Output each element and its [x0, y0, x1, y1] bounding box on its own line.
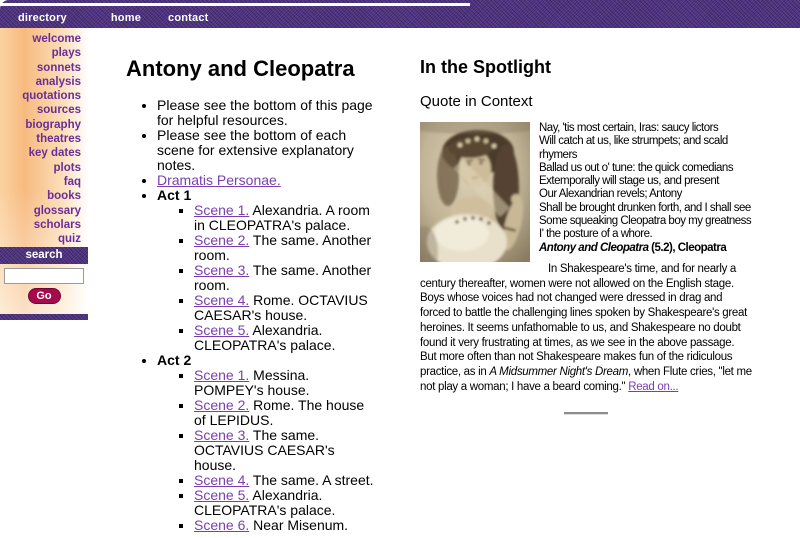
act-2-label: Act 2 [157, 352, 192, 368]
context-book-title: A Midsummer Night's Dream [489, 365, 629, 378]
scene-item [194, 203, 379, 233]
quote-line: rhymers [539, 148, 578, 161]
context-text-2: , when Flute cries, "let me not play a woman; I have a beard coming." [420, 365, 752, 393]
spotlight-divider [564, 412, 608, 415]
search-go-button[interactable]: Go [28, 288, 61, 304]
act-1-item [157, 188, 385, 353]
scene-desc: Rome. The house of LEPIDUS. [194, 397, 365, 428]
scene-desc: The same. Another room. [194, 232, 372, 263]
scene-link[interactable]: Scene 6. [194, 517, 250, 533]
sidebar-link[interactable]: key dates [28, 147, 81, 160]
sidebar-link[interactable]: quotations [22, 90, 81, 103]
context-paragraph [420, 262, 752, 394]
sidebar-link[interactable]: glossary [33, 204, 81, 217]
quote-line: Some squeaking Cleopatra boy my greatness [539, 215, 752, 228]
scene-item [194, 473, 379, 488]
quote-in-context-heading: Quote in Context [420, 93, 533, 110]
scene-desc: Alexandria. A room in CLEOPATRA's palace. [194, 202, 370, 233]
quote-line: I' the posture of a whore. [539, 228, 653, 241]
scene-desc: Messina. POMPEY's house. [194, 367, 310, 398]
context-text-1: In Shakespeare's time, and for nearly a century thereafter, women were not allowed on the English stage. Boys whose voices had not changed were dressed in drag and forced to battle the challenging lines spoken by Shakespeare's great heroines. It seems unfathomable to us, and Shakespeare no doubt found it very frustrating at times, as we see in the above passage. But more often than not Shakespeare makes fun of the ridiculous practice, as in [420, 263, 748, 378]
scene-desc: The same. A street. [249, 472, 374, 488]
scene-item [194, 428, 379, 473]
scene-desc: Rome. OCTAVIUS CAESAR's house. [194, 292, 368, 323]
sidebar-link[interactable]: plays [51, 47, 81, 60]
scene-link[interactable]: Scene 2. [194, 232, 250, 248]
sidebar-link[interactable]: biography [25, 118, 81, 131]
scene-item [194, 233, 379, 263]
page-title: Antony and Cleopatra [126, 56, 355, 81]
scene-link[interactable]: Scene 4. [194, 292, 250, 308]
quote-line: Our Alexandrian revels; Antony [539, 188, 682, 201]
note-item: • Please see the bottom of each scene for extensive explanatory notes. [157, 128, 385, 173]
sidebar-link[interactable]: analysis [35, 75, 81, 88]
scene-desc: The same. Another room. [194, 262, 372, 293]
scene-item [194, 518, 379, 533]
sidebar-link[interactable]: plots [53, 161, 81, 174]
act-1-label: Act 1 [157, 187, 192, 203]
act-2-item [157, 353, 385, 533]
sidebar-link[interactable]: sources [36, 104, 81, 117]
quote-line: Shall be brought drunken forth, and I shall see [539, 201, 751, 214]
main-content [126, 56, 385, 533]
spotlight-title: In the Spotlight [420, 57, 551, 77]
act-2-scene-list [157, 368, 385, 533]
read-on-link[interactable]: Read on... [628, 380, 679, 393]
scene-index-list [126, 98, 385, 533]
sidebar-nav [0, 28, 88, 246]
quote-line: Will catch at us, like strumpets; and scald [539, 135, 728, 148]
scene-link[interactable]: Scene 1. [194, 367, 250, 383]
spotlight-column [420, 56, 752, 415]
quote-attribution-title: Antony and Cleopatra [539, 241, 649, 254]
cleopatra-portrait-image [420, 122, 530, 262]
sidebar-link[interactable]: scholars [33, 218, 81, 231]
sidebar-link[interactable]: theatres [36, 133, 81, 146]
sidebar-link[interactable]: faq [63, 175, 81, 188]
scene-item [194, 293, 379, 323]
scene-link[interactable]: Scene 1. [194, 202, 250, 218]
scene-item [194, 368, 379, 398]
note-item: • Please see the bottom of this page for helpful resources. [157, 98, 385, 128]
sidebar-link[interactable]: books [47, 190, 81, 203]
scene-desc: Near Misenum. [249, 517, 349, 533]
scene-desc: Alexandria. CLEOPATRA's palace. [194, 487, 336, 518]
scene-link[interactable]: Scene 5. [194, 487, 250, 503]
scene-link[interactable]: Scene 3. [194, 427, 250, 443]
sidebar-link[interactable]: sonnets [36, 61, 81, 74]
top-navigation [0, 12, 209, 24]
scene-desc: The same. OCTAVIUS CAESAR's house. [194, 427, 335, 473]
scene-link[interactable]: Scene 4. [194, 472, 250, 488]
topnav-link[interactable]: directory [18, 11, 67, 24]
scene-item [194, 398, 379, 428]
search-header: search [0, 247, 88, 264]
scene-link[interactable]: Scene 5. [194, 322, 250, 338]
scene-item [194, 323, 379, 353]
topnav-link[interactable]: contact [168, 11, 209, 24]
scene-desc: Alexandria. CLEOPATRA's palace. [194, 322, 336, 353]
scene-item [194, 263, 379, 293]
search-input[interactable] [4, 268, 84, 284]
topnav-link[interactable]: home [110, 11, 142, 24]
quote-attribution [539, 242, 726, 254]
quote-block [420, 122, 752, 255]
sidebar-bottom-divider [0, 314, 88, 320]
sidebar-link[interactable]: welcome [32, 33, 81, 45]
scene-link[interactable]: Scene 2. [194, 397, 250, 413]
scene-item [194, 488, 379, 518]
quote-line: Ballad us out o' tune: the quick comedians [539, 161, 734, 174]
dramatis-item [157, 173, 385, 188]
dramatis-personae-link[interactable]: Dramatis Personae. [157, 172, 281, 188]
header-bar [0, 0, 800, 28]
quote-line: Nay, 'tis most certain, Iras: saucy lictors [539, 122, 719, 134]
quote-attribution-rest: (5.2), Cleopatra [648, 241, 727, 254]
sidebar-link[interactable]: quiz [58, 233, 81, 246]
sidebar [0, 28, 88, 320]
scene-link[interactable]: Scene 3. [194, 262, 250, 278]
quote-line: Extemporally will stage us, and present [539, 175, 719, 188]
act-1-scene-list [157, 203, 385, 353]
